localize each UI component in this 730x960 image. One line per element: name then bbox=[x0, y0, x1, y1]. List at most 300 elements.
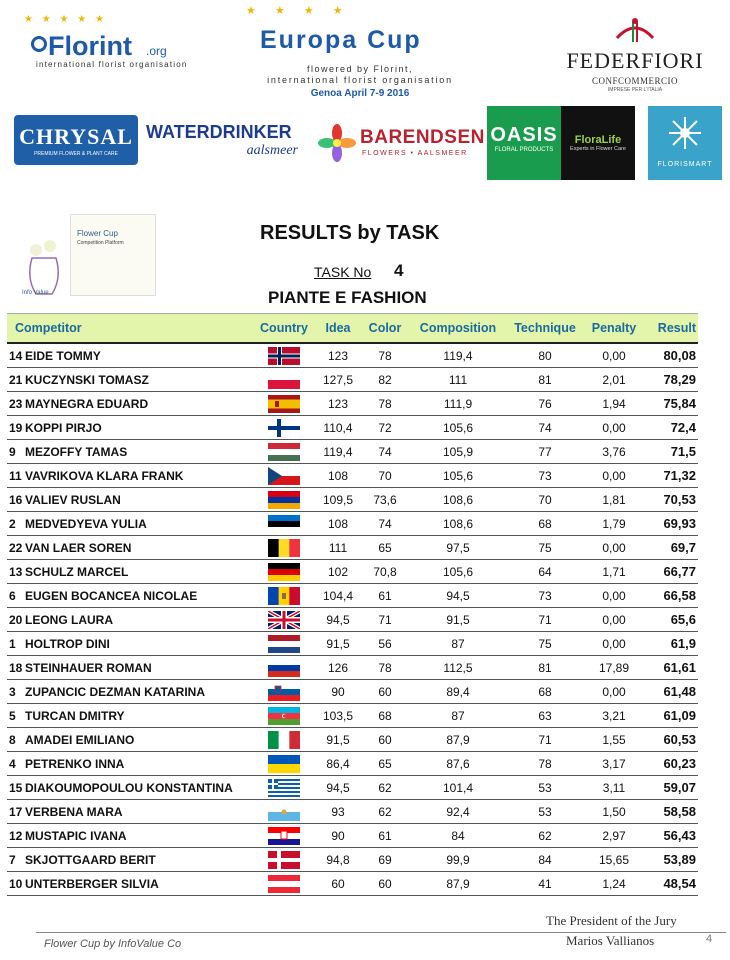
color-cell: 56 bbox=[361, 632, 409, 656]
competitor-name: EUGEN BOCANCEA NICOLAE bbox=[25, 588, 198, 603]
competitor-name: MUSTAPIC IVANA bbox=[25, 828, 127, 843]
competitor-number: 7 bbox=[9, 852, 16, 867]
technique-cell: 78 bbox=[507, 752, 583, 776]
country-cell bbox=[253, 440, 315, 464]
idea-cell: 111 bbox=[315, 536, 361, 560]
country-cell bbox=[253, 560, 315, 584]
country-cell bbox=[253, 872, 315, 896]
penalty-cell: 3,76 bbox=[583, 440, 645, 464]
penalty-cell: 0,00 bbox=[583, 343, 645, 368]
result-cell: 60,53 bbox=[645, 728, 698, 752]
result-cell: 61,9 bbox=[645, 632, 698, 656]
col-idea: Idea bbox=[315, 314, 361, 344]
color-cell: 74 bbox=[361, 512, 409, 536]
color-cell: 65 bbox=[361, 752, 409, 776]
competitor-number: 22 bbox=[9, 540, 23, 555]
col-color: Color bbox=[361, 314, 409, 344]
result-cell: 78,29 bbox=[645, 368, 698, 392]
color-cell: 61 bbox=[361, 584, 409, 608]
competitor-cell bbox=[7, 728, 253, 752]
col-country: Country bbox=[253, 314, 315, 344]
competitor-number: 1 bbox=[9, 636, 16, 651]
color-cell: 71 bbox=[361, 608, 409, 632]
idea-cell: 108 bbox=[315, 464, 361, 488]
composition-cell: 87 bbox=[409, 632, 507, 656]
result-cell: 61,09 bbox=[645, 704, 698, 728]
competitor-number: 6 bbox=[9, 588, 16, 603]
color-cell: 60 bbox=[361, 872, 409, 896]
penalty-cell: 17,89 bbox=[583, 656, 645, 680]
florismart-name: FLORISMART bbox=[657, 161, 713, 168]
table-row bbox=[7, 584, 698, 608]
penalty-cell: 3,21 bbox=[583, 704, 645, 728]
result-cell: 75,84 bbox=[645, 392, 698, 416]
color-cell: 61 bbox=[361, 824, 409, 848]
country-flag-icon bbox=[268, 347, 300, 365]
country-flag-icon bbox=[268, 803, 300, 821]
country-flag-icon bbox=[268, 755, 300, 773]
composition-cell: 89,4 bbox=[409, 680, 507, 704]
competitor-number: 5 bbox=[9, 708, 16, 723]
competitor-cell bbox=[7, 560, 253, 584]
competitor-cell bbox=[7, 392, 253, 416]
task-number: 4 bbox=[394, 261, 404, 280]
color-cell: 68 bbox=[361, 704, 409, 728]
composition-cell: 108,6 bbox=[409, 488, 507, 512]
composition-cell: 108,6 bbox=[409, 512, 507, 536]
country-cell bbox=[253, 512, 315, 536]
country-cell bbox=[253, 584, 315, 608]
technique-cell: 76 bbox=[507, 392, 583, 416]
penalty-cell: 2,01 bbox=[583, 368, 645, 392]
color-cell: 82 bbox=[361, 368, 409, 392]
country-flag-icon bbox=[268, 827, 300, 845]
color-cell: 78 bbox=[361, 656, 409, 680]
footer-text: Flower Cup by InfoValue Co bbox=[44, 938, 182, 950]
florint-name: Florint bbox=[48, 31, 132, 61]
idea-cell: 103,5 bbox=[315, 704, 361, 728]
competitor-cell bbox=[7, 800, 253, 824]
composition-cell: 111 bbox=[409, 368, 507, 392]
competitor-name: SCHULZ MARCEL bbox=[25, 564, 129, 579]
table-row bbox=[7, 872, 698, 896]
competitor-number: 9 bbox=[9, 444, 16, 459]
table-row bbox=[7, 464, 698, 488]
competitor-name: PETRENKO INNA bbox=[25, 756, 125, 771]
technique-cell: 84 bbox=[507, 848, 583, 872]
technique-cell: 53 bbox=[507, 776, 583, 800]
europa-cup-line1: flowered by Florint, bbox=[306, 64, 414, 74]
competitor-cell bbox=[7, 704, 253, 728]
technique-cell: 68 bbox=[507, 680, 583, 704]
penalty-cell: 3,17 bbox=[583, 752, 645, 776]
country-cell bbox=[253, 608, 315, 632]
table-row bbox=[7, 704, 698, 728]
result-cell: 70,53 bbox=[645, 488, 698, 512]
technique-cell: 73 bbox=[507, 584, 583, 608]
idea-cell: 108 bbox=[315, 512, 361, 536]
idea-cell: 94,5 bbox=[315, 608, 361, 632]
table-header-row bbox=[7, 314, 698, 344]
snowflake-icon bbox=[668, 116, 702, 150]
table-row bbox=[7, 824, 698, 848]
penalty-cell: 0,00 bbox=[583, 608, 645, 632]
competitor-name: VALIEV RUSLAN bbox=[25, 492, 121, 507]
table-row bbox=[7, 776, 698, 800]
barendsen-name: BARENDSEN bbox=[360, 127, 485, 148]
color-cell: 65 bbox=[361, 536, 409, 560]
country-flag-icon bbox=[268, 419, 300, 437]
floralife-logo bbox=[561, 106, 635, 180]
country-flag-icon bbox=[268, 515, 300, 533]
country-cell bbox=[253, 343, 315, 368]
country-cell bbox=[253, 656, 315, 680]
table-row bbox=[7, 343, 698, 368]
idea-cell: 104,4 bbox=[315, 584, 361, 608]
country-flag-icon bbox=[268, 707, 300, 725]
country-cell bbox=[253, 848, 315, 872]
floralife-sub: Experts in Flower Care bbox=[570, 146, 626, 152]
result-cell: 60,23 bbox=[645, 752, 698, 776]
result-cell: 48,54 bbox=[645, 872, 698, 896]
col-result: Result bbox=[645, 314, 698, 344]
oasis-logo bbox=[487, 106, 561, 180]
florismart-logo bbox=[648, 106, 722, 180]
florint-tagline: international florist organisation bbox=[36, 60, 188, 69]
competitor-number: 17 bbox=[9, 804, 23, 819]
idea-cell: 119,4 bbox=[315, 440, 361, 464]
composition-cell: 105,6 bbox=[409, 416, 507, 440]
federfiori-logo bbox=[555, 14, 715, 94]
country-cell bbox=[253, 464, 315, 488]
competitor-number: 15 bbox=[9, 780, 23, 795]
competitor-name: STEINHAUER ROMAN bbox=[25, 660, 152, 675]
idea-cell: 90 bbox=[315, 824, 361, 848]
europa-cup-title: Europa Cup bbox=[260, 26, 422, 54]
country-flag-icon bbox=[268, 683, 300, 701]
technique-cell: 81 bbox=[507, 368, 583, 392]
competitor-cell bbox=[7, 343, 253, 368]
country-cell bbox=[253, 392, 315, 416]
color-cell: 72 bbox=[361, 416, 409, 440]
table-row bbox=[7, 800, 698, 824]
idea-cell: 123 bbox=[315, 392, 361, 416]
flower-cup-card bbox=[70, 214, 156, 296]
idea-cell: 102 bbox=[315, 560, 361, 584]
competitor-cell bbox=[7, 488, 253, 512]
composition-cell: 97,5 bbox=[409, 536, 507, 560]
country-cell bbox=[253, 704, 315, 728]
col-competitor: Competitor bbox=[7, 314, 253, 344]
result-cell: 59,07 bbox=[645, 776, 698, 800]
result-cell: 72,4 bbox=[645, 416, 698, 440]
idea-cell: 91,5 bbox=[315, 632, 361, 656]
competitor-cell bbox=[7, 608, 253, 632]
technique-cell: 71 bbox=[507, 728, 583, 752]
technique-cell: 70 bbox=[507, 488, 583, 512]
technique-cell: 73 bbox=[507, 464, 583, 488]
idea-cell: 91,5 bbox=[315, 728, 361, 752]
competitor-number: 14 bbox=[9, 348, 23, 363]
competitor-number: 16 bbox=[9, 492, 23, 507]
result-cell: 69,93 bbox=[645, 512, 698, 536]
competitor-name: MAYNEGRA EDUARD bbox=[25, 396, 149, 411]
composition-cell: 87 bbox=[409, 704, 507, 728]
table-row bbox=[7, 416, 698, 440]
waterdrinker-sub: aalsmeer bbox=[246, 143, 298, 158]
technique-cell: 68 bbox=[507, 512, 583, 536]
country-cell bbox=[253, 776, 315, 800]
penalty-cell: 1,71 bbox=[583, 560, 645, 584]
color-cell: 78 bbox=[361, 343, 409, 368]
technique-cell: 80 bbox=[507, 343, 583, 368]
country-cell bbox=[253, 536, 315, 560]
composition-cell: 119,4 bbox=[409, 343, 507, 368]
oasis-name: OASIS bbox=[490, 124, 558, 146]
barendsen-logo bbox=[318, 124, 485, 164]
competitor-name: VERBENA MARA bbox=[25, 804, 123, 819]
result-cell: 58,58 bbox=[645, 800, 698, 824]
table-row bbox=[7, 536, 698, 560]
country-flag-icon bbox=[268, 659, 300, 677]
competitor-number: 11 bbox=[9, 468, 22, 483]
flower-cup-subtitle: Competition Platform bbox=[77, 240, 124, 246]
composition-cell: 112,5 bbox=[409, 656, 507, 680]
competitor-cell bbox=[7, 656, 253, 680]
europa-cup-logo bbox=[240, 4, 480, 104]
penalty-cell: 0,00 bbox=[583, 536, 645, 560]
competitor-name: MEZOFFY TAMAS bbox=[25, 444, 128, 459]
color-cell: 70,8 bbox=[361, 560, 409, 584]
competitor-cell bbox=[7, 752, 253, 776]
competitor-cell bbox=[7, 872, 253, 896]
idea-cell: 123 bbox=[315, 343, 361, 368]
star-icons: ★ ★ ★ ★ bbox=[246, 5, 351, 17]
col-penalty: Penalty bbox=[583, 314, 645, 344]
competitor-number: 8 bbox=[9, 732, 16, 747]
competitor-number: 10 bbox=[9, 876, 23, 891]
technique-cell: 63 bbox=[507, 704, 583, 728]
technique-cell: 77 bbox=[507, 440, 583, 464]
star-icons: ★ ★ ★ ★ ★ bbox=[24, 14, 107, 25]
competitor-name: VAVRIKOVA KLARA FRANK bbox=[25, 468, 184, 483]
country-flag-icon bbox=[268, 635, 300, 653]
competitor-name: TURCAN DMITRY bbox=[25, 708, 125, 723]
federfiori-emblem-icon bbox=[613, 16, 657, 46]
competitor-name: DIAKOUMOPOULOU KONSTANTINA bbox=[25, 780, 233, 795]
technique-cell: 81 bbox=[507, 656, 583, 680]
country-flag-icon bbox=[268, 395, 300, 413]
idea-cell: 127,5 bbox=[315, 368, 361, 392]
country-cell bbox=[253, 416, 315, 440]
penalty-cell: 1,50 bbox=[583, 800, 645, 824]
competitor-number: 13 bbox=[9, 564, 23, 579]
result-cell: 71,5 bbox=[645, 440, 698, 464]
result-cell: 69,7 bbox=[645, 536, 698, 560]
competitor-cell bbox=[7, 824, 253, 848]
flower-cup-badge bbox=[22, 214, 142, 300]
penalty-cell: 1,79 bbox=[583, 512, 645, 536]
competitor-cell bbox=[7, 440, 253, 464]
color-cell: 70 bbox=[361, 464, 409, 488]
country-flag-icon bbox=[268, 443, 300, 461]
penalty-cell: 2,97 bbox=[583, 824, 645, 848]
competitor-cell bbox=[7, 848, 253, 872]
composition-cell: 87,6 bbox=[409, 752, 507, 776]
jury-president-title: The President of the Jury bbox=[546, 913, 677, 928]
penalty-cell: 0,00 bbox=[583, 464, 645, 488]
result-cell: 61,61 bbox=[645, 656, 698, 680]
federfiori-name: FEDERFIORI bbox=[566, 48, 704, 73]
idea-cell: 94,5 bbox=[315, 776, 361, 800]
result-cell: 56,43 bbox=[645, 824, 698, 848]
competitor-name: UNTERBERGER SILVIA bbox=[25, 876, 159, 891]
competitor-cell bbox=[7, 368, 253, 392]
footer-divider bbox=[36, 932, 726, 933]
country-cell bbox=[253, 728, 315, 752]
competitor-cell bbox=[7, 776, 253, 800]
penalty-cell: 0,00 bbox=[583, 584, 645, 608]
florint-logo bbox=[18, 14, 218, 74]
country-flag-icon bbox=[268, 779, 300, 797]
idea-cell: 90 bbox=[315, 680, 361, 704]
table-row bbox=[7, 752, 698, 776]
table-row bbox=[7, 728, 698, 752]
table-row bbox=[7, 440, 698, 464]
color-cell: 74 bbox=[361, 440, 409, 464]
color-cell: 62 bbox=[361, 776, 409, 800]
composition-cell: 84 bbox=[409, 824, 507, 848]
competitor-number: 21 bbox=[9, 372, 23, 387]
country-cell bbox=[253, 632, 315, 656]
task-name: PIANTE E FASHION bbox=[268, 288, 427, 307]
composition-cell: 91,5 bbox=[409, 608, 507, 632]
country-flag-icon bbox=[268, 539, 300, 557]
federfiori-sub: CONFCOMMERCIO bbox=[591, 76, 678, 86]
competitor-cell bbox=[7, 584, 253, 608]
color-cell: 69 bbox=[361, 848, 409, 872]
competitor-name: EIDE TOMMY bbox=[25, 348, 101, 363]
idea-cell: 94,8 bbox=[315, 848, 361, 872]
color-cell: 60 bbox=[361, 728, 409, 752]
penalty-cell: 0,00 bbox=[583, 680, 645, 704]
competitor-cell bbox=[7, 536, 253, 560]
country-cell bbox=[253, 800, 315, 824]
page-number: 4 bbox=[706, 933, 713, 945]
competitor-name: HOLTROP DINI bbox=[25, 636, 110, 651]
competitor-name: LEONG LAURA bbox=[25, 612, 113, 627]
idea-cell: 93 bbox=[315, 800, 361, 824]
country-flag-icon bbox=[268, 587, 300, 605]
country-flag-icon bbox=[268, 611, 300, 629]
table-row bbox=[7, 560, 698, 584]
country-flag-icon bbox=[268, 563, 300, 581]
florint-org: .org bbox=[146, 44, 167, 58]
table-row bbox=[7, 632, 698, 656]
penalty-cell: 1,94 bbox=[583, 392, 645, 416]
penalty-cell: 0,00 bbox=[583, 632, 645, 656]
composition-cell: 111,9 bbox=[409, 392, 507, 416]
col-composition: Composition bbox=[409, 314, 507, 344]
europa-cup-dates: Genoa April 7-9 2016 bbox=[310, 88, 410, 99]
table-row bbox=[7, 680, 698, 704]
table-row bbox=[7, 392, 698, 416]
country-flag-icon bbox=[268, 371, 300, 389]
color-cell: 62 bbox=[361, 800, 409, 824]
competitor-number: 19 bbox=[9, 420, 23, 435]
composition-cell: 105,6 bbox=[409, 560, 507, 584]
country-flag-icon bbox=[268, 491, 300, 509]
country-flag-icon bbox=[268, 875, 300, 893]
composition-cell: 101,4 bbox=[409, 776, 507, 800]
technique-cell: 75 bbox=[507, 632, 583, 656]
country-cell bbox=[253, 824, 315, 848]
jury-president-name: Marios Vallianos bbox=[566, 933, 655, 948]
competitor-name: MEDVEDYEVA YULIA bbox=[25, 516, 147, 531]
result-cell: 66,58 bbox=[645, 584, 698, 608]
competitor-cell bbox=[7, 632, 253, 656]
table-row bbox=[7, 488, 698, 512]
info-value-brand: Info Value bbox=[22, 290, 49, 296]
result-cell: 61,48 bbox=[645, 680, 698, 704]
country-cell bbox=[253, 368, 315, 392]
composition-cell: 92,4 bbox=[409, 800, 507, 824]
chrysal-name: CHRYSAL bbox=[19, 124, 133, 149]
technique-cell: 53 bbox=[507, 800, 583, 824]
table-row bbox=[7, 368, 698, 392]
chrysal-tagline: PREMIUM FLOWER & PLANT CARE bbox=[34, 151, 118, 157]
task-label: TASK No bbox=[314, 264, 372, 280]
technique-cell: 74 bbox=[507, 416, 583, 440]
composition-cell: 94,5 bbox=[409, 584, 507, 608]
competitor-number: 2 bbox=[9, 516, 16, 531]
idea-cell: 86,4 bbox=[315, 752, 361, 776]
barendsen-sub: FLOWERS • AALSMEER bbox=[362, 150, 468, 157]
penalty-cell: 1,24 bbox=[583, 872, 645, 896]
composition-cell: 87,9 bbox=[409, 728, 507, 752]
competitor-cell bbox=[7, 464, 253, 488]
technique-cell: 71 bbox=[507, 608, 583, 632]
country-cell bbox=[253, 680, 315, 704]
technique-cell: 62 bbox=[507, 824, 583, 848]
floralife-name: FloraLife bbox=[574, 134, 622, 146]
table-row bbox=[7, 608, 698, 632]
country-flag-icon bbox=[268, 731, 300, 749]
competitor-name: SKJOTTGAARD BERIT bbox=[25, 852, 156, 867]
result-cell: 65,6 bbox=[645, 608, 698, 632]
oasis-sub: FLORAL PRODUCTS bbox=[494, 147, 554, 153]
idea-cell: 60 bbox=[315, 872, 361, 896]
col-technique: Technique bbox=[507, 314, 583, 344]
competitor-cell bbox=[7, 680, 253, 704]
penalty-cell: 1,81 bbox=[583, 488, 645, 512]
federfiori-sub2: IMPRESE PER L'ITALIA bbox=[607, 87, 663, 93]
florint-mark-icon bbox=[31, 36, 47, 52]
technique-cell: 41 bbox=[507, 872, 583, 896]
composition-cell: 105,6 bbox=[409, 464, 507, 488]
result-cell: 80,08 bbox=[645, 343, 698, 368]
competitor-number: 23 bbox=[9, 396, 23, 411]
idea-cell: 110,4 bbox=[315, 416, 361, 440]
country-flag-icon bbox=[268, 467, 300, 485]
competitor-name: KUCZYNSKI TOMASZ bbox=[25, 372, 149, 387]
competitor-name: VAN LAER SOREN bbox=[25, 540, 132, 555]
competitor-number: 20 bbox=[9, 612, 23, 627]
competitor-name: KOPPI PIRJO bbox=[25, 420, 102, 435]
country-cell bbox=[253, 752, 315, 776]
table-row bbox=[7, 848, 698, 872]
vase-icon bbox=[22, 238, 66, 296]
